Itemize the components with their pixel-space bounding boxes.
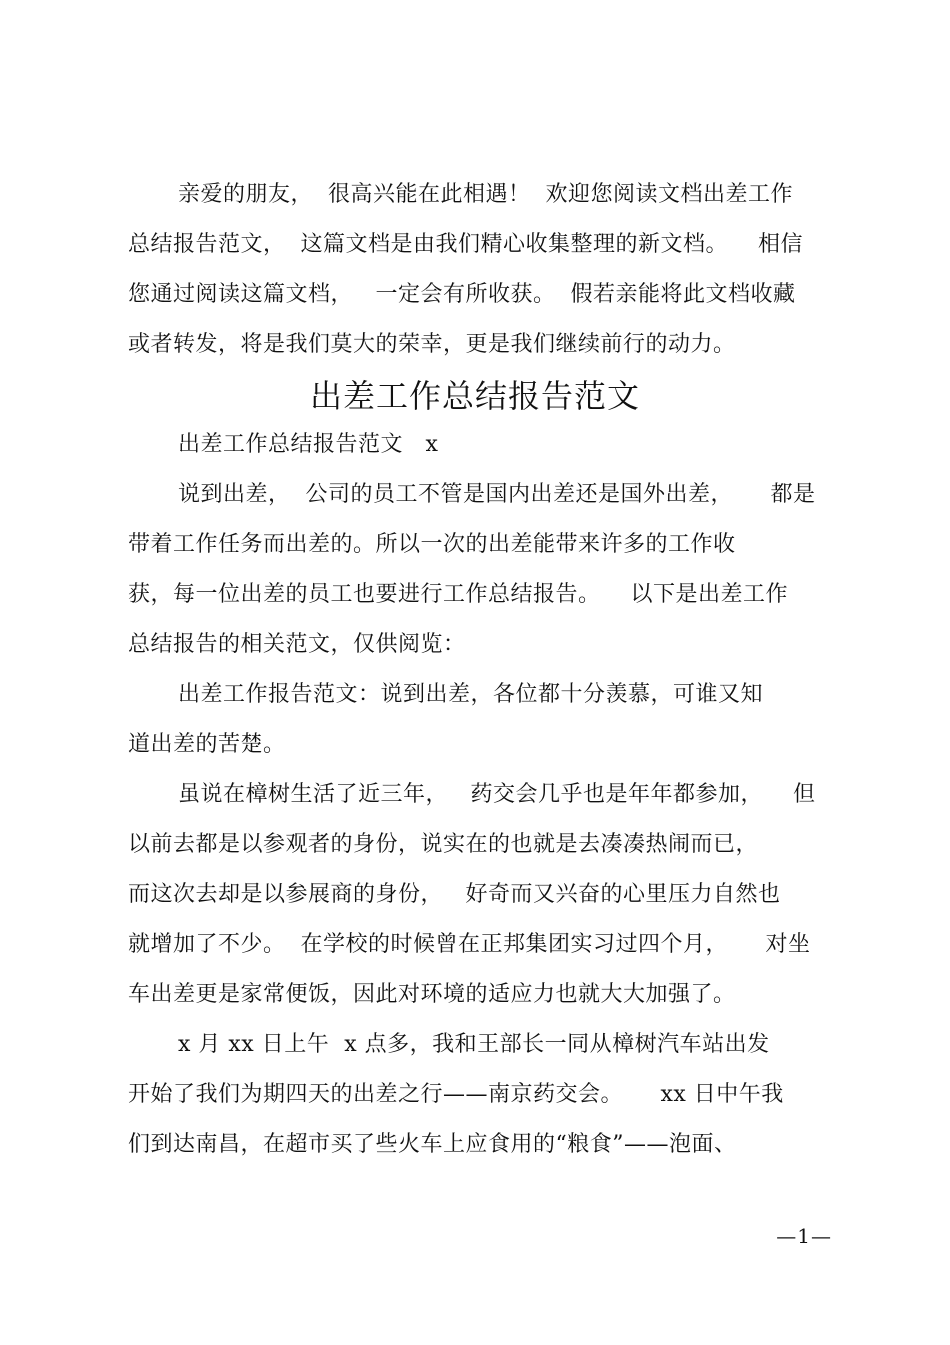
body-line-2: 带着工作任务而出差的。所以一次的出差能带来许多的工作收 (128, 532, 736, 557)
body-line-5: 出差工作报告范文：说到出差，各位都十分羡慕，可谁又知 (178, 682, 764, 707)
subtitle-line: 出差工作总结报告范文 x (178, 432, 439, 457)
body-line-1: 说到出差， 公司的员工不管是国内出差还是国外出差， 都是 (178, 482, 816, 507)
intro-line-4: 或者转发，将是我们莫大的荣幸，更是我们继续前行的动力。 (128, 332, 736, 357)
body-line-7: 虽说在樟树生活了近三年， 药交会几乎也是年年都参加， 但 (178, 782, 816, 807)
body-line-4: 总结报告的相关范文，仅供阅览： (128, 632, 466, 657)
body-line-14: 们到达南昌，在超市买了些火车上应食用的“粮食”——泡面、 (128, 1132, 737, 1157)
body-line-11: 车出差更是家常便饭，因此对环境的适应力也就大大加强了。 (128, 982, 736, 1007)
body-line-3: 获，每一位出差的员工也要进行工作总结报告。 以下是出差工作 (128, 582, 788, 607)
body-line-13: 开始了我们为期四天的出差之行——南京药交会。 xx 日中午我 (128, 1082, 784, 1107)
body-line-8: 以前去都是以参观者的身份，说实在的也就是去凑凑热闹而已， (128, 832, 759, 857)
document-title: 出差工作总结报告范文 (309, 377, 640, 415)
page-number: —1— (776, 1224, 832, 1248)
body-line-6: 道出差的苦楚。 (128, 732, 286, 757)
body-line-10: 就增加了不少。 在学校的时候曾在正邦集团实习过四个月， 对坐 (128, 932, 811, 957)
intro-line-2: 总结报告范文， 这篇文档是由我们精心收集整理的新文档。 相信 (128, 232, 803, 257)
intro-line-1: 亲爱的朋友， 很高兴能在此相遇！ 欢迎您阅读文档出差工作 (178, 182, 793, 207)
body-line-9: 而这次去却是以参展商的身份， 好奇而又兴奋的心里压力自然也 (128, 882, 781, 907)
body-line-12: x 月 xx 日上午 x 点多，我和王部长一同从樟树汽车站出发 (178, 1032, 770, 1057)
intro-line-3: 您通过阅读这篇文档， 一定会有所收获。 假若亲能将此文档收藏 (128, 282, 796, 307)
